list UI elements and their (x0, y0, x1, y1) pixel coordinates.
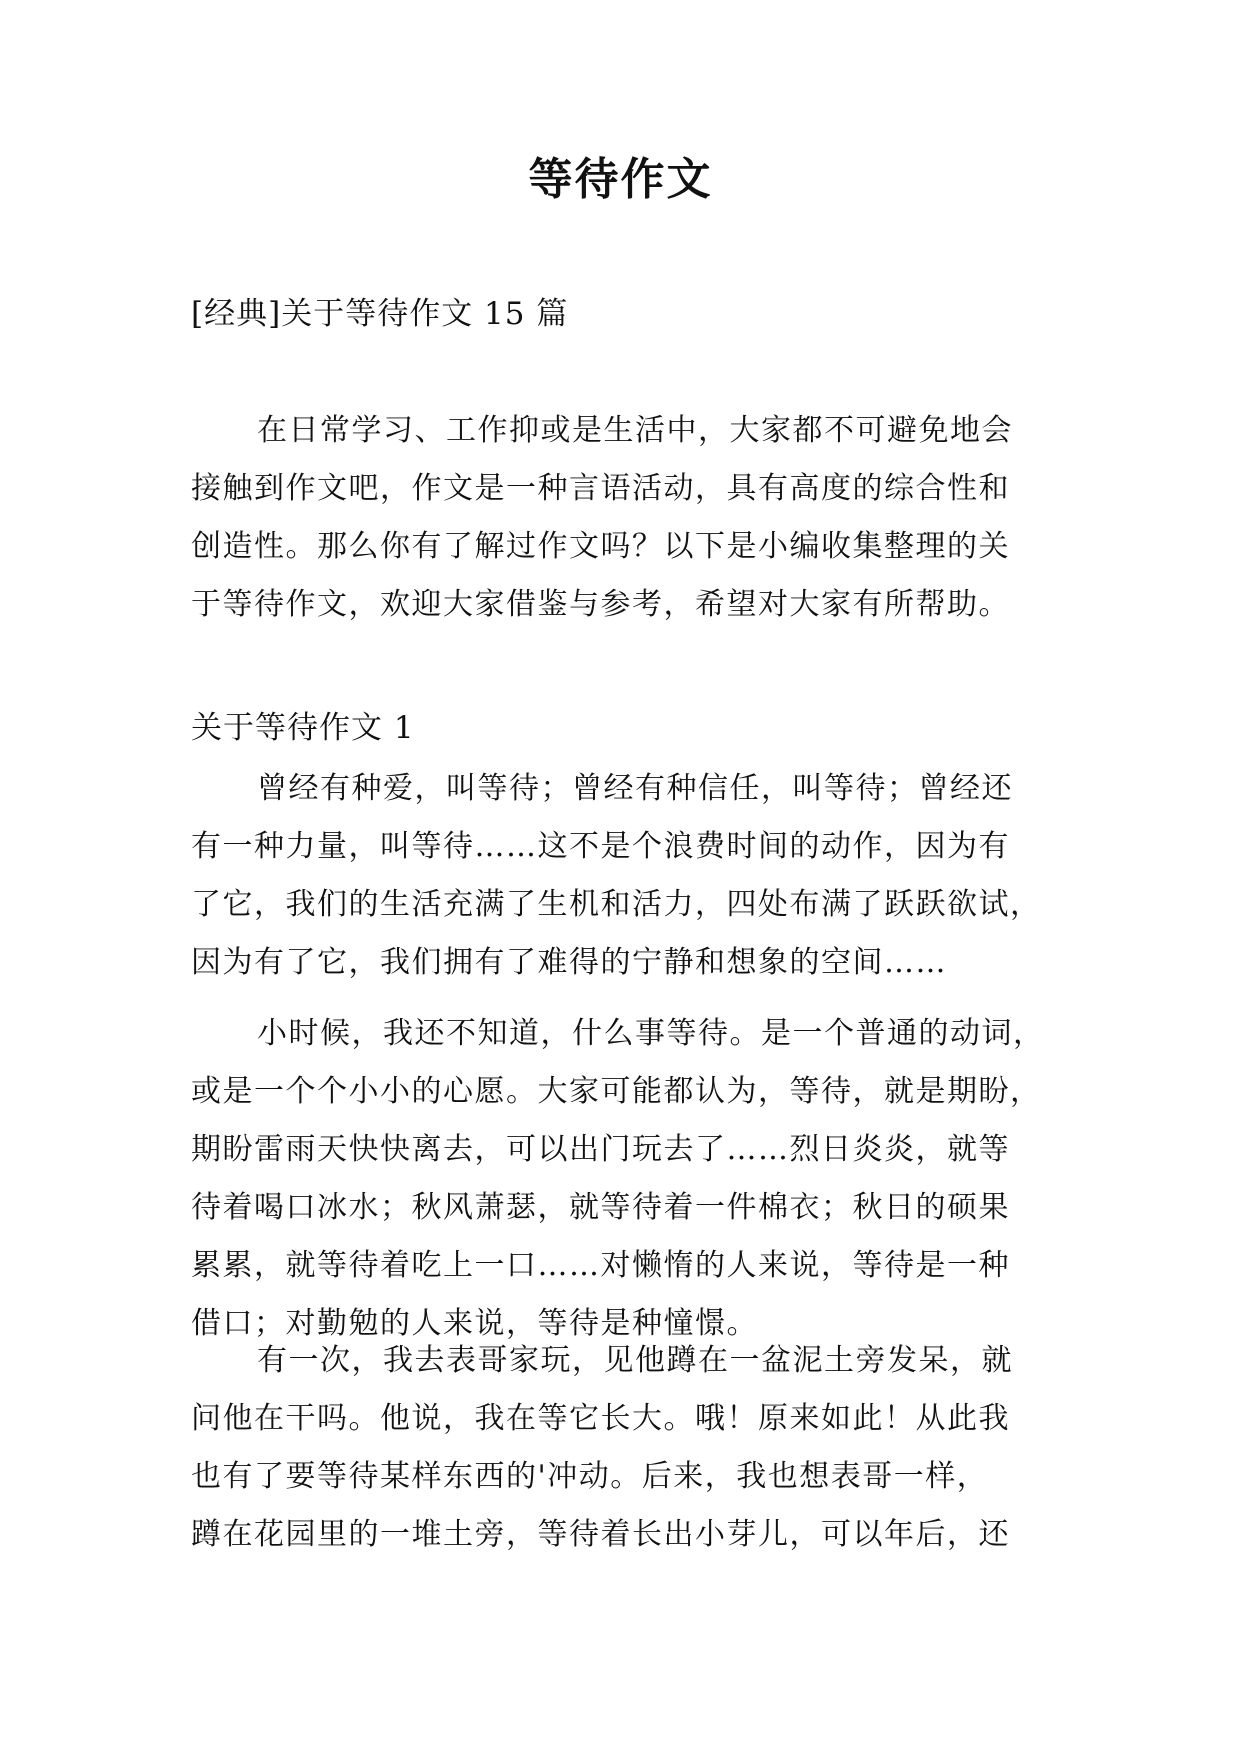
text-line: 有一种力量，叫等待……这不是个浪费时间的动作，因为有 (191, 829, 1010, 864)
text-line: 创造性。那么你有了解过作文吗？以下是小编收集整理的关 (191, 529, 1010, 564)
document-subtitle: [经典]关于等待作文 15 篇 (191, 296, 569, 332)
text-line: 接触到作文吧，作文是一种言语活动，具有高度的综合性和 (191, 471, 1010, 506)
body-paragraph-3 (191, 1332, 1013, 1564)
intro-paragraph (191, 402, 1013, 634)
text-line: 问他在干吗。他说，我在等它长大。哦！原来如此！从此我 (191, 1401, 1010, 1436)
text-line: 借口；对勤勉的人来说，等待是种憧憬。 (191, 1306, 758, 1341)
text-line: 有一次，我去表哥家玩，见他蹲在一盆泥土旁发呆，就 (257, 1343, 1013, 1378)
text-line: 也有了要等待某样东西的'冲动。后来，我也想表哥一样， (191, 1459, 989, 1494)
text-line: 期盼雷雨天快快离去，可以出门玩去了……烈日炎炎，就等 (191, 1132, 1010, 1167)
text-line: 了它，我们的生活充满了生机和活力，四处布满了跃跃欲试， (191, 887, 1042, 922)
text-line: 待着喝口冰水；秋风萧瑟，就等待着一件棉衣；秋日的硕果 (191, 1190, 1010, 1225)
text-line: 累累，就等待着吃上一口……对懒惰的人来说，等待是一种 (191, 1248, 1010, 1283)
text-line: 于等待作文，欢迎大家借鉴与参考，希望对大家有所帮助。 (191, 587, 1010, 622)
text-line: 小时候，我还不知道，什么事等待。是一个普通的动词， (257, 1016, 1045, 1051)
text-line: 蹲在花园里的一堆土旁，等待着长出小芽儿，可以年后，还 (191, 1517, 1010, 1552)
text-line: 或是一个个小小的心愿。大家可能都认为，等待，就是期盼， (191, 1074, 1042, 1109)
text-line: 因为有了它，我们拥有了难得的宁静和想象的空间…… (191, 945, 947, 980)
text-line: 曾经有种爱，叫等待；曾经有种信任，叫等待；曾经还 (257, 771, 1013, 806)
text-line: 在日常学习、工作抑或是生活中，大家都不可避免地会 (257, 413, 1013, 448)
body-paragraph-2 (191, 1005, 1045, 1353)
document-title: 等待作文 (528, 154, 713, 205)
section-heading: 关于等待作文 1 (191, 710, 415, 746)
body-paragraph-1 (191, 760, 1042, 992)
